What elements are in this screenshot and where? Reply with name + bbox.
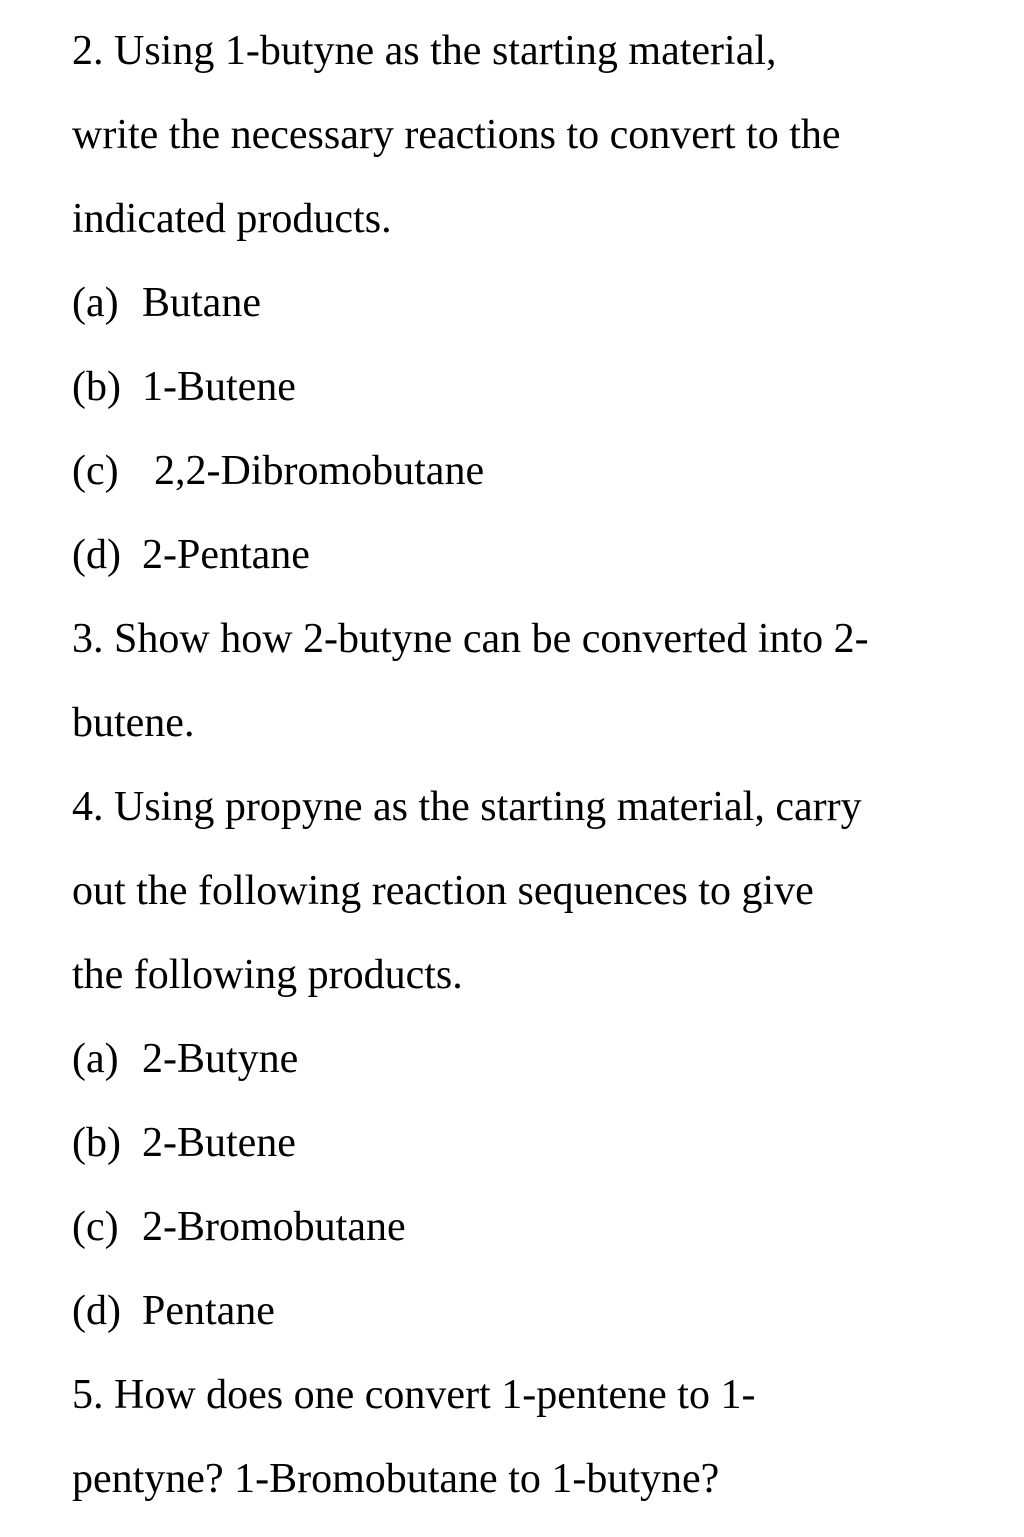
item-marker: (b) (72, 1120, 121, 1166)
question-text-line: 4. Using propyne as the starting material, carry (72, 784, 862, 830)
answer-item (72, 529, 972, 613)
item-text: 2-Butene (142, 1120, 296, 1166)
question-4 (72, 781, 972, 1369)
item-marker: (b) (72, 364, 121, 410)
answer-item (72, 1201, 972, 1285)
question-2 (72, 25, 972, 613)
item-marker: (d) (72, 1288, 121, 1334)
item-marker: (a) (72, 280, 119, 326)
item-text: 1-Butene (142, 364, 296, 410)
item-text: 2-Pentane (142, 532, 310, 578)
item-text: Pentane (142, 1288, 275, 1334)
answer-item (72, 361, 972, 445)
item-text: 2-Butyne (142, 1036, 299, 1082)
item-text: Butane (142, 280, 261, 326)
answer-item (72, 1033, 972, 1117)
question-text-line: indicated products. (72, 196, 392, 242)
question-text-line: 3. Show how 2-butyne can be converted into 2- (72, 616, 869, 662)
item-text: 2-Bromobutane (142, 1204, 406, 1250)
item-marker: (c) (72, 1204, 119, 1250)
item-marker: (c) (72, 448, 119, 494)
document-page (72, 25, 972, 1537)
question-text-line: pentyne? 1-Bromobutane to 1-butyne? (72, 1456, 720, 1502)
question-text-line: out the following reaction sequences to give (72, 868, 814, 914)
item-text: 2,2-Dibromobutane (154, 448, 485, 494)
answer-item (72, 1117, 972, 1201)
question-text-line: write the necessary reactions to convert to the (72, 112, 841, 158)
question-3 (72, 613, 972, 781)
item-marker: (a) (72, 1036, 119, 1082)
question-text-line: 5. How does one convert 1-pentene to 1- (72, 1372, 756, 1418)
item-marker: (d) (72, 532, 121, 578)
answer-item (72, 445, 972, 529)
answer-item (72, 1285, 972, 1369)
question-text-line: 2. Using 1-butyne as the starting material, (72, 28, 777, 74)
answer-item (72, 277, 972, 361)
question-text-line: butene. (72, 700, 195, 746)
question-5 (72, 1369, 972, 1537)
question-text-line: the following products. (72, 952, 463, 998)
